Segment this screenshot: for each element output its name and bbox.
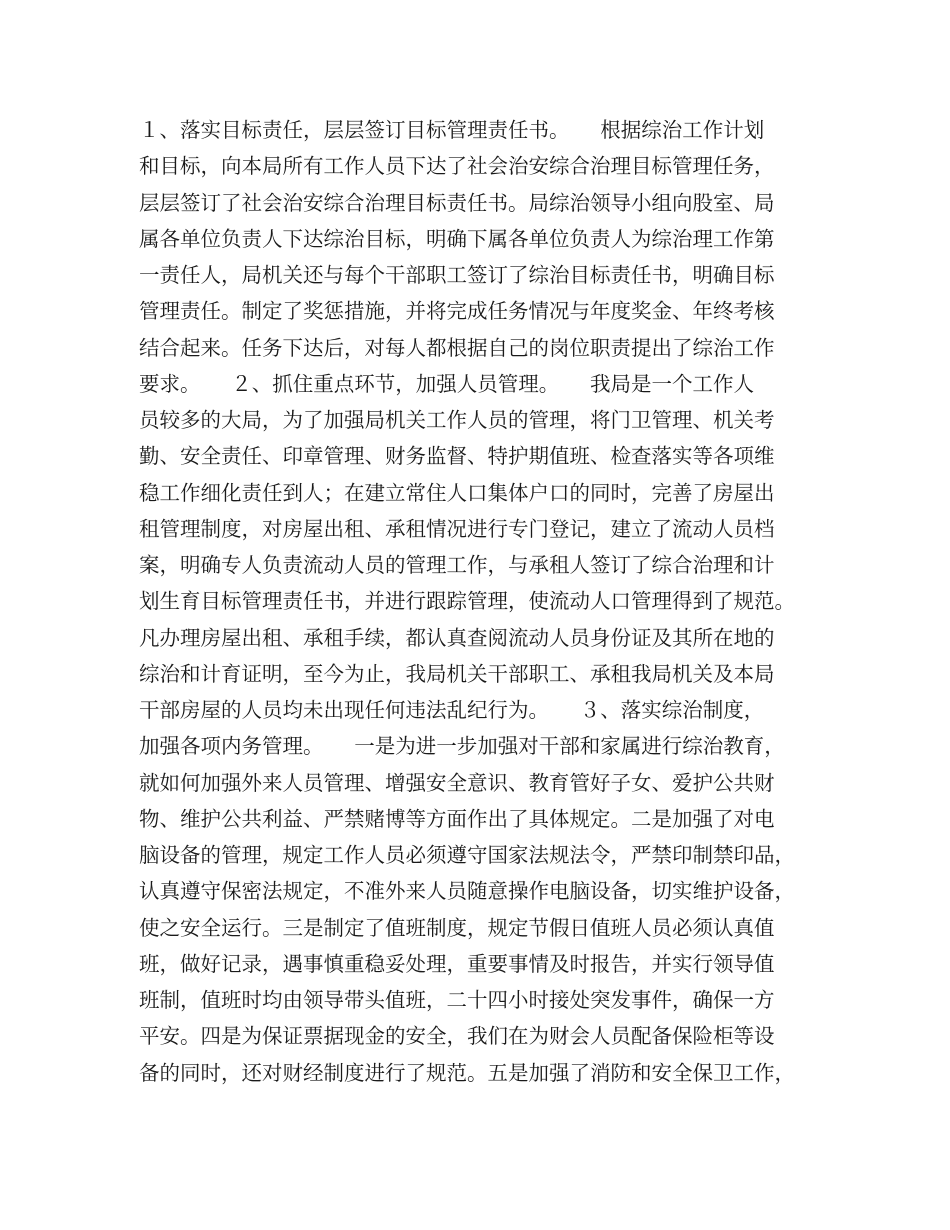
- text-line: 备的同时，还对财经制度进行了规范。五是加强了消防和安全保卫工作，: [139, 1060, 795, 1085]
- text-line: 班，做好记录，遇事慎重稳妥处理，重要事情及时报告，并实行领导值: [139, 951, 775, 976]
- text-line: 稳工作细化责任到人；在建立常住人口集体户口的同时，完善了房屋出: [139, 480, 775, 505]
- text-line: 干部房屋的人员均未出现任何违法乱纪行为。 ３、落实综治制度，: [139, 698, 765, 722]
- text-line: 和目标，向本局所有工作人员下达了社会治安综合治理目标管理任务，: [139, 154, 775, 179]
- text-line: 属各单位负责人下达综治目标，明确下属各单位负责人为综治理工作第: [139, 226, 775, 251]
- text-line: 层层签订了社会治安综合治理目标责任书。局综治领导小组向股室、局: [139, 190, 775, 215]
- text-line: 平安。四是为保证票据现金的安全，我们在为财会人员配备保险柜等设: [139, 1024, 775, 1049]
- text-line: 使之安全运行。三是制定了值班制度，规定节假日值班人员必须认真值: [139, 915, 775, 940]
- text-line: 班制，值班时均由领导带头值班，二十四小时接处突发事件，确保一方: [139, 988, 775, 1012]
- text-line: １、落实目标责任，层层签订目标管理责任书。 根据综治工作计划: [139, 118, 765, 142]
- text-line: 员较多的大局，为了加强局机关工作人员的管理，将门卫管理、机关考: [139, 408, 775, 432]
- text-line: 要求。 ２、抓住重点环节，加强人员管理。 我局是一个工作人: [139, 371, 754, 396]
- text-line: 管理责任。制定了奖惩措施，并将完成任务情况与年度奖金、年终考核: [139, 299, 775, 324]
- text-line: 脑设备的管理，规定工作人员必须遵守国家法规法令，严禁印制禁印品，: [139, 843, 795, 867]
- text-line: 物、维护公共利益、严禁赌博等方面作出了具体规定。二是加强了对电: [139, 806, 775, 831]
- text-line: 勤、安全责任、印章管理、财务监督、特护期值班、检查落实等各项维: [139, 444, 775, 469]
- text-line: 案，明确专人负责流动人员的管理工作，与承租人签订了综合治理和计: [139, 553, 775, 577]
- text-line: 加强各项内务管理。 一是为进一步加强对干部和家属进行综治教育，: [139, 734, 785, 759]
- text-line: 划生育目标管理责任书，并进行跟踪管理，使流动人口管理得到了规范。: [139, 589, 795, 614]
- text-line: 认真遵守保密法规定，不准外来人员随意操作电脑设备，切实维护设备，: [139, 879, 795, 904]
- text-line: 一责任人，局机关还与每个干部职工签订了综治目标责任书，明确目标: [139, 263, 775, 287]
- text-line: 凡办理房屋出租、承租手续，都认真查阅流动人员身份证及其所在地的: [139, 625, 775, 650]
- body-text: [139, 112, 839, 1091]
- text-line: 综治和计育证明，至今为止，我局机关干部职工、承租我局机关及本局: [139, 661, 775, 686]
- text-line: 就如何加强外来人员管理、增强安全意识、教育管好子女、爱护公共财: [139, 770, 775, 795]
- text-line: 结合起来。任务下达后，对每人都根据自己的岗位职责提出了综治工作: [139, 335, 775, 360]
- text-line: 租管理制度，对房屋出租、承租情况进行专门登记，建立了流动人员档: [139, 516, 775, 541]
